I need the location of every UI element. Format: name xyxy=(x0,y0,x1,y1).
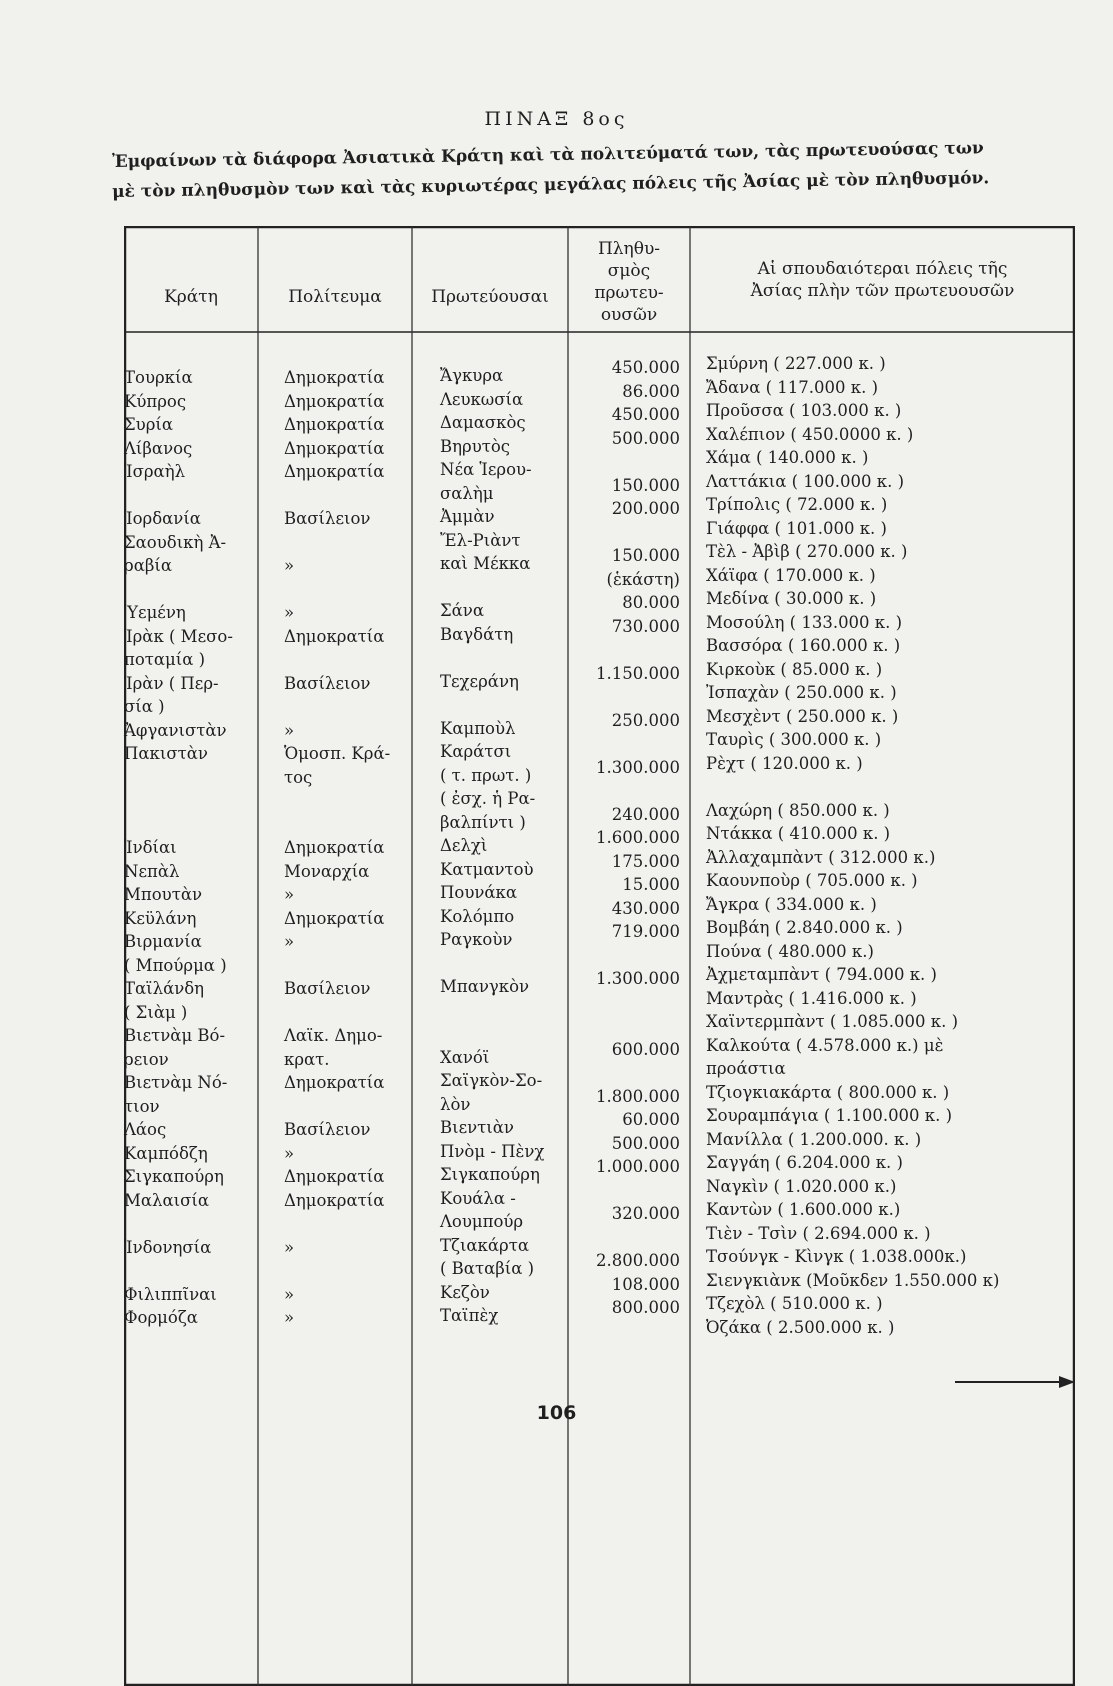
regime-cell: Δημοκρατία xyxy=(284,1167,385,1186)
state-cell: τιον xyxy=(124,1096,160,1116)
population-cell: 150.000 xyxy=(611,475,680,495)
population-cell: 800.000 xyxy=(611,1298,680,1317)
city-cell xyxy=(706,775,1074,799)
page-number: 106 xyxy=(536,1402,577,1424)
population-cell: 600.000 xyxy=(611,1039,680,1059)
city-cell: Καλκούτα ( 4.578.000 κ.) μὲ xyxy=(706,1035,944,1055)
city-cell: Χάϊφα ( 170.000 κ. ) xyxy=(706,565,876,585)
city-cell: Σιενγκιὰνκ (Μοῦκδεν 1.550.000 κ) xyxy=(706,1270,1000,1290)
population-cell: 250.000 xyxy=(611,710,680,730)
population-cell: 1.800.000 xyxy=(596,1086,680,1106)
populations-column xyxy=(568,356,680,1320)
capital-cell: Ἔλ-Ριὰντ xyxy=(440,530,521,550)
population-cell: 450.000 xyxy=(611,405,680,424)
state-cell: Φιλιππῖναι xyxy=(124,1284,217,1304)
capital-cell: Ἄγκυρα xyxy=(440,366,504,385)
capital-cell: Ταϊπὲχ xyxy=(440,1306,499,1325)
header-regime: Πολίτευμα xyxy=(288,287,382,307)
regime-cell: Δημοκρατία xyxy=(284,1190,385,1210)
city-cell: Σαγγάη ( 6.204.000 κ. ) xyxy=(706,1153,903,1172)
regime-cell: » xyxy=(284,932,295,951)
regime-cell: Δημοκρατία xyxy=(284,462,385,481)
city-cell: Μεδίνα ( 30.000 κ. ) xyxy=(706,589,877,608)
state-cell: ποταμία ) xyxy=(124,650,206,669)
city-cell: Ἄδανα ( 117.000 κ. ) xyxy=(706,377,879,397)
capital-cell: βαλπίντι ) xyxy=(440,812,526,832)
population-cell xyxy=(568,1179,680,1203)
city-cell: Τὲλ - Ἀβὶβ ( 270.000 κ. ) xyxy=(706,542,908,561)
state-cell: ραβία xyxy=(124,556,172,575)
capitals-column xyxy=(440,364,568,1328)
population-cell xyxy=(568,1226,680,1250)
state-cell: Τουρκία xyxy=(124,368,193,387)
capital-cell: ( Βαταβία ) xyxy=(440,1259,535,1278)
city-cell: Ντάκκα ( 410.000 κ. ) xyxy=(706,824,891,843)
population-cell xyxy=(568,638,680,662)
city-cell: Βασσόρα ( 160.000 κ. ) xyxy=(706,636,901,655)
capital-cell: Βιεντιὰν xyxy=(440,1118,514,1137)
population-cell: 1.150.000 xyxy=(596,663,680,683)
cities-column xyxy=(706,352,1074,1339)
regime-cell: κρατ. xyxy=(284,1049,330,1069)
capital-cell: Κολόμπο xyxy=(440,906,515,926)
regime-cell: » xyxy=(284,885,295,904)
state-cell: Φορμόζα xyxy=(124,1308,198,1327)
city-cell: Λαττάκια ( 100.000 κ. ) xyxy=(706,471,905,491)
state-cell: Μαλαισία xyxy=(124,1190,209,1210)
regime-cell xyxy=(284,1259,412,1283)
population-cell xyxy=(568,779,680,803)
population-cell: 175.000 xyxy=(611,851,680,871)
capital-cell: Πνὸμ - Πὲνχ xyxy=(440,1141,545,1161)
regime-cell: Βασίλειον xyxy=(284,509,371,528)
capital-cell: Καράτσι xyxy=(440,742,512,761)
state-cell: Νεπὰλ xyxy=(124,861,180,881)
state-cell: Κύπρος xyxy=(124,391,187,411)
population-cell xyxy=(568,521,680,545)
population-cell: 450.000 xyxy=(611,358,680,377)
capital-cell xyxy=(440,999,568,1023)
city-cell: Χαλέπιον ( 450.0000 κ. ) xyxy=(706,424,914,444)
regime-cell: Δημοκρατία xyxy=(284,438,385,458)
city-cell: Μανίλλα ( 1.200.000. κ. ) xyxy=(706,1129,922,1149)
state-cell xyxy=(124,789,258,813)
city-cell: Πούνα ( 480.000 κ.) xyxy=(706,941,874,961)
capital-cell: Κατμαντοὺ xyxy=(440,859,534,879)
capital-cell: Κουάλα - xyxy=(440,1188,516,1208)
city-cell: Τρίπολις ( 72.000 κ. ) xyxy=(706,495,888,514)
city-cell: Λαχώρη ( 850.000 κ. ) xyxy=(706,800,890,820)
capital-cell xyxy=(440,693,568,717)
regime-cell: Δημοκρατία xyxy=(284,1073,385,1092)
state-cell xyxy=(124,1212,258,1236)
population-cell xyxy=(568,450,680,474)
state-cell: Βιρμανία xyxy=(124,932,202,951)
capital-cell xyxy=(440,646,568,670)
state-cell xyxy=(124,813,258,837)
capital-cell: ( ἐσχ. ἡ Ρα- xyxy=(440,789,536,808)
population-cell xyxy=(568,1014,680,1038)
regime-cell: Δημοκρατία xyxy=(284,391,385,411)
population-cell: 15.000 xyxy=(622,875,680,894)
right-arrow-icon xyxy=(955,1372,1077,1392)
state-cell: Ἀφγανιστὰν xyxy=(124,720,227,740)
capital-cell xyxy=(440,576,568,600)
city-cell: Σουραμπάγια ( 1.100.000 κ. ) xyxy=(706,1106,953,1125)
regime-cell: Δημοκρατία xyxy=(284,415,385,434)
capital-cell: Ραγκοὺν xyxy=(440,930,513,949)
regime-cell xyxy=(284,648,412,672)
caption-line-1: Ἐμφαίνων τὰ διάφορα Ἀσιατικὰ Κράτη καὶ τὰ πολιτεύματά των, τὰς πρωτευούσας των xyxy=(112,138,984,172)
population-cell xyxy=(568,732,680,756)
state-cell: ( Σιὰμ ) xyxy=(124,1002,188,1022)
regimes-column xyxy=(284,366,412,1330)
population-cell: 1.300.000 xyxy=(596,757,680,777)
regime-cell: Μοναρχία xyxy=(284,861,370,881)
city-cell: Καουνποὺρ ( 705.000 κ. ) xyxy=(706,871,918,890)
state-cell: Ἰνδίαι xyxy=(124,838,177,857)
city-cell: Μεσχὲντ ( 250.000 κ. ) xyxy=(706,706,899,726)
regime-cell: Δημοκρατία xyxy=(284,368,385,387)
state-cell: Κεϋλάνη xyxy=(124,908,197,928)
header-state: Κράτη xyxy=(164,287,218,307)
state-cell: Ἰνδονησία xyxy=(124,1237,212,1257)
city-cell: Μοσούλη ( 133.000 κ. ) xyxy=(706,612,903,632)
states-column xyxy=(124,366,258,1330)
capital-cell: Κεζὸν xyxy=(440,1282,490,1302)
capital-cell: Πουνάκα xyxy=(440,883,517,902)
regime-cell: » xyxy=(284,720,295,740)
capital-cell: Σάνα xyxy=(440,601,484,620)
city-cell: Ἄγκρα ( 334.000 κ. ) xyxy=(706,894,877,914)
city-cell: Ἰσπαχὰν ( 250.000 κ. ) xyxy=(706,683,897,702)
population-cell: 500.000 xyxy=(611,1133,680,1153)
population-cell: 1.000.000 xyxy=(596,1157,680,1176)
capital-cell: Βαγδάτη xyxy=(440,624,514,644)
capital-cell: σαλὴμ xyxy=(440,483,494,503)
regime-cell: » xyxy=(284,1237,295,1257)
city-cell: Καντὼν ( 1.600.000 κ.) xyxy=(706,1200,901,1219)
state-cell: Βιετνὰμ Νό- xyxy=(124,1073,228,1092)
population-cell xyxy=(568,991,680,1015)
regime-cell xyxy=(284,578,412,602)
regime-cell: » xyxy=(284,1143,295,1163)
header-population: Πληθυ- σμὸς πρωτευ- ουσῶν xyxy=(594,239,664,325)
city-cell: Ταυρὶς ( 300.000 κ. ) xyxy=(706,730,882,749)
state-cell: Ἰορδανία xyxy=(124,509,201,528)
state-cell: Καμπόδζη xyxy=(124,1143,208,1163)
population-cell: 719.000 xyxy=(611,922,680,941)
population-cell: 320.000 xyxy=(611,1204,680,1223)
population-cell: 60.000 xyxy=(622,1110,680,1129)
regime-cell: » xyxy=(284,603,295,622)
regime-cell: Δημοκρατία xyxy=(284,838,385,857)
regime-cell xyxy=(284,531,412,555)
header-capital: Πρωτεύουσαι xyxy=(431,287,549,307)
population-cell: 1.300.000 xyxy=(596,969,680,988)
capital-cell: Σαϊγκὸν-Σο- xyxy=(440,1071,543,1090)
population-cell: 108.000 xyxy=(611,1274,680,1294)
capital-cell: Λευκωσία xyxy=(440,389,524,409)
state-cell xyxy=(124,484,258,508)
capital-cell: λὸν xyxy=(440,1094,471,1114)
population-cell: 2.800.000 xyxy=(596,1251,680,1270)
population-cell: 86.000 xyxy=(622,381,680,401)
state-cell: ( Μπούρμα ) xyxy=(124,955,227,975)
regime-cell: » xyxy=(284,556,295,575)
capital-cell: Καμποὺλ xyxy=(440,718,516,738)
capital-cell xyxy=(440,1022,568,1046)
city-cell: Τσούνγκ - Κὶνγκ ( 1.038.000κ.) xyxy=(706,1247,967,1266)
population-cell: (ἑκάστη) xyxy=(606,569,680,589)
regime-cell xyxy=(284,695,412,719)
city-cell: Τζεχὸλ ( 510.000 κ. ) xyxy=(706,1294,883,1313)
city-cell: Ἀλλαχαμπὰντ ( 312.000 κ.) xyxy=(706,847,936,867)
regime-cell xyxy=(284,954,412,978)
city-cell: Σμύρνη ( 227.000 κ. ) xyxy=(706,354,886,373)
population-cell: 730.000 xyxy=(611,616,680,636)
state-cell: Λάος xyxy=(124,1120,167,1139)
city-cell: Χαϊντερμπὰντ ( 1.085.000 κ. ) xyxy=(706,1012,959,1031)
state-cell: Σιγκαπούρη xyxy=(124,1167,224,1186)
population-cell xyxy=(568,944,680,968)
state-cell: Ἰρὰκ ( Μεσο- xyxy=(124,626,233,646)
regime-cell: Ὁμοσπ. Κρά- xyxy=(284,744,391,763)
state-cell: Μπουτὰν xyxy=(124,885,203,904)
state-cell: ρειον xyxy=(124,1049,169,1069)
state-cell xyxy=(124,766,258,790)
capital-cell: Χανόϊ xyxy=(440,1047,490,1067)
capital-cell: Δαμασκὸς xyxy=(440,413,526,432)
capital-cell: Μπανγκὸν xyxy=(440,977,530,996)
population-cell: 500.000 xyxy=(611,428,680,448)
population-cell: 430.000 xyxy=(611,898,680,918)
capital-cell: καὶ Μέκκα xyxy=(440,554,531,573)
city-cell: Βομβάη ( 2.840.000 κ. ) xyxy=(706,918,903,937)
regime-cell xyxy=(284,484,412,508)
city-cell: Ὀζάκα ( 2.500.000 κ. ) xyxy=(706,1317,895,1337)
population-cell: 1.600.000 xyxy=(596,828,680,847)
population-cell: 200.000 xyxy=(611,499,680,518)
population-cell xyxy=(568,1061,680,1085)
capital-cell xyxy=(440,952,568,976)
city-cell: Τζιογκιακάρτα ( 800.000 κ. ) xyxy=(706,1082,950,1102)
capital-cell: Τεχεράνη xyxy=(440,671,519,691)
city-cell: Ναγκὶν ( 1.020.000 κ.) xyxy=(706,1176,897,1196)
capital-cell: Βηρυτὸς xyxy=(440,436,511,456)
capital-cell: Τζιακάρτα xyxy=(440,1235,529,1255)
regime-cell: Βασίλειον xyxy=(284,979,371,998)
population-cell: 150.000 xyxy=(611,546,680,565)
state-cell: Βιετνὰμ Βό- xyxy=(124,1026,226,1045)
state-cell: Ὑεμένη xyxy=(124,603,186,622)
state-cell: Πακιστὰν xyxy=(124,744,208,763)
state-cell xyxy=(124,1259,258,1283)
city-cell: Ἀχμεταμπὰντ ( 794.000 κ. ) xyxy=(706,965,937,984)
population-cell: 80.000 xyxy=(622,593,680,612)
population-cell: 240.000 xyxy=(611,804,680,824)
city-cell: Κιρκοὺκ ( 85.000 κ. ) xyxy=(706,659,883,679)
regime-cell: Δημοκρατία xyxy=(284,626,385,646)
state-cell: Ἰσραὴλ xyxy=(124,462,186,481)
state-cell: Ταϊλάνδη xyxy=(124,979,205,998)
capital-cell: Νέα Ἱερου- xyxy=(440,460,532,479)
regime-cell xyxy=(284,1001,412,1025)
capital-cell: Λουμπούρ xyxy=(440,1212,524,1231)
regime-cell: τος xyxy=(284,767,313,787)
regime-cell xyxy=(284,789,412,813)
state-cell: Συρία xyxy=(124,415,174,434)
regime-cell xyxy=(284,1212,412,1236)
state-cell: Ἰρὰν ( Περ- xyxy=(124,673,219,693)
regime-cell: Δημοκρατία xyxy=(284,908,385,928)
state-cell: Σαουδικὴ Ἀ- xyxy=(124,532,227,552)
state-cell: Λίβανος xyxy=(124,438,193,458)
city-cell: Μαντρὰς ( 1.416.000 κ. ) xyxy=(706,988,917,1008)
regime-cell: Βασίλειον xyxy=(284,673,371,693)
capital-cell: Ἀμμὰν xyxy=(440,507,495,526)
population-cell xyxy=(568,685,680,709)
capital-cell: Δελχὶ xyxy=(440,836,488,855)
table-title: ΠΙΝΑΞ 8ος xyxy=(484,108,629,130)
header-cities: Αἱ σπουδαιότεραι πόλεις τῆς Ἀσίας πλὴν τῶν πρωτευουσῶν xyxy=(750,259,1015,301)
table xyxy=(124,226,1075,1686)
city-cell: Γιάφφα ( 101.000 κ. ) xyxy=(706,518,887,538)
city-cell: Προῦσσα ( 103.000 κ. ) xyxy=(706,401,902,420)
capital-cell: Σιγκαπούρη xyxy=(440,1165,540,1184)
regime-cell: Βασίλειον xyxy=(284,1120,371,1139)
regime-cell xyxy=(284,1095,412,1119)
city-cell: Τιὲν - Τσὶν ( 2.694.000 κ. ) xyxy=(706,1223,931,1243)
state-cell: σία ) xyxy=(124,697,165,716)
state-cell xyxy=(124,578,258,602)
regime-cell xyxy=(284,813,412,837)
city-cell: Χάμα ( 140.000 κ. ) xyxy=(706,448,869,467)
city-cell: προάστια xyxy=(706,1059,786,1078)
regime-cell: » xyxy=(284,1308,295,1327)
capital-cell: ( τ. πρωτ. ) xyxy=(440,765,532,785)
caption-line-2: μὲ τὸν πληθυσμὸν των καὶ τὰς κυριωτέρας μεγάλας πόλεις τῆς Ἀσίας μὲ τὸν πληθυσμόν. xyxy=(112,168,990,202)
regime-cell: » xyxy=(284,1284,295,1304)
regime-cell: Λαϊκ. Δημο- xyxy=(284,1026,383,1045)
city-cell: Ρὲχτ ( 120.000 κ. ) xyxy=(706,753,863,773)
